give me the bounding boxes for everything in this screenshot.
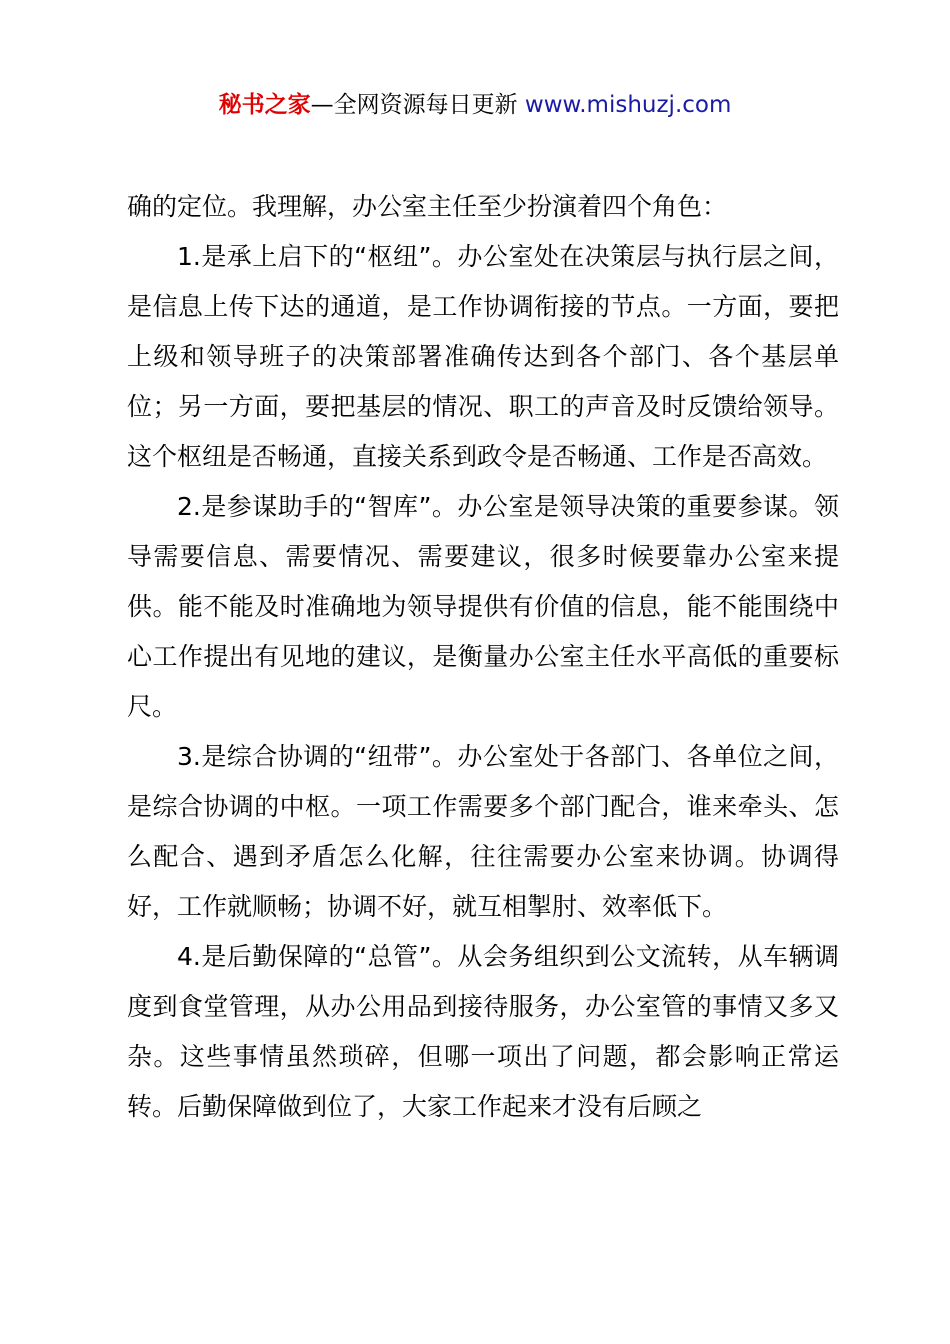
site-brand: 秘书之家 (218, 92, 311, 118)
paragraph-role-3: 3.是综合协调的“纽带”。办公室处于各部门、各单位之间，是综合协调的中枢。一项工作需要多个部门配合，谁来牵头、怎么配合、遇到矛盾怎么化解，往往需要办公室来协调。协调得好，工作就顺畅；协调不好，就互相掣肘、效率低下。 (127, 742, 839, 921)
site-url-link[interactable]: www.mishuzj.com (524, 92, 732, 118)
document-body (127, 182, 839, 1132)
paragraph-role-2: 2.是参谋助手的“智库”。办公室是领导决策的重要参谋。领导需要信息、需要情况、需要建议，很多时候要靠办公室来提供。能不能及时准确地为领导提供有价值的信息，能不能围绕中心工作提出有见地的建议，是衡量办公室主任水平高低的重要标尺。 (127, 492, 839, 721)
page-header (0, 88, 950, 122)
site-slogan: —全网资源每日更新 (310, 92, 525, 118)
paragraph-continuation: 确的定位。我理解，办公室主任至少扮演着四个角色： (127, 192, 728, 221)
paragraph-role-4: 4.是后勤保障的“总管”。从会务组织到公文流转，从车辆调度到食堂管理，从办公用品到接待服务，办公室管的事情又多又杂。这些事情虽然琐碎，但哪一项出了问题，都会影响正常运转。后勤保障做到位了，大家工作起来才没有后顾之 (127, 942, 839, 1121)
paragraph-role-1: 1.是承上启下的“枢纽”。办公室处在决策层与执行层之间，是信息上传下达的通道，是工作协调衔接的节点。一方面，要把上级和领导班子的决策部署准确传达到各个部门、各个基层单位；另一方面，要把基层的情况、职工的声音及时反馈给领导。这个枢纽是否畅通，直接关系到政令是否畅通、工作是否高效。 (127, 242, 839, 471)
